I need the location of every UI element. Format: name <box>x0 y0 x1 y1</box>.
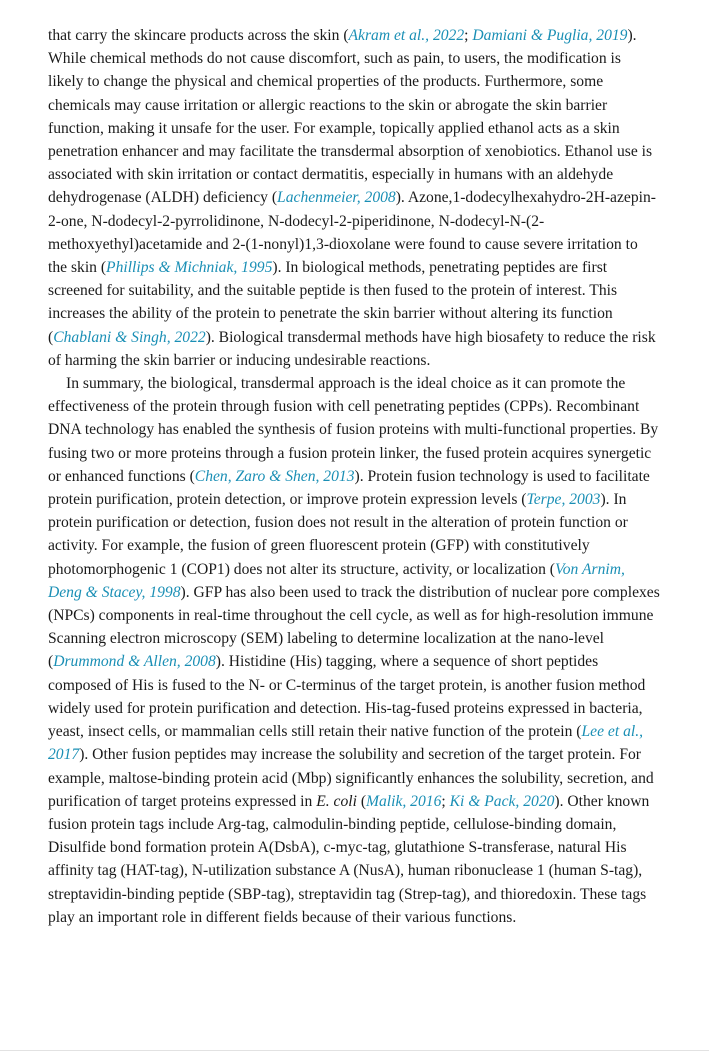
citation-link[interactable]: Lachenmeier, 2008 <box>277 189 396 207</box>
citation-link[interactable]: Chen, Zaro & Shen, 2013 <box>194 467 355 485</box>
citation-link[interactable]: Phillips & Michniak, 1995 <box>106 259 273 277</box>
citation-link[interactable]: Terpe, 2003 <box>526 491 601 509</box>
body-text: ). While chemical methods do not cause discomfort, such as pain, to users, the modification is likely to change the physical and chemical properties of the products. Furthermore, some chemicals may cause irritation or allergic reactions to the skin or abrogate the skin barrier function, making it unsafe for the user. For example, topically applied ethanol acts as a skin penetration enhancer and may facilitate the transdermal absorption of xenobiotics. Ethanol use is associated with skin irritation or contact dermatitis, especially in humans with an aldehyde dehydrogenase (ALDH) deficiency ( <box>48 27 653 207</box>
citation-link[interactable]: Drummond & Allen, 2008 <box>53 653 216 671</box>
citation-link[interactable]: Malik, 2016 <box>366 792 442 810</box>
citation-link[interactable]: Lee et al., 2017 <box>48 723 643 764</box>
citation-link[interactable]: Damiani & Puglia, 2019 <box>472 27 628 44</box>
paragraph-2 <box>48 372 660 929</box>
body-text: ). GFP has also been used to track the distribution of nuclear pore complexes (NPCs) components in real-time throughout the cell cycle, as well as for high-resolution immune Scanning electron microscopy (SEM) labeling to determine localization at the nano-level ( <box>48 583 660 671</box>
italic-term: E. coli <box>316 792 357 810</box>
body-text: that carry the skincare products across the skin ( <box>48 27 349 44</box>
citation-link[interactable]: Von Arnim, Deng & Stacey, 1998 <box>48 560 625 601</box>
citation-link[interactable]: Akram et al., 2022 <box>348 27 465 44</box>
page-bottom-divider <box>0 1050 709 1051</box>
body-text: ). Azone,1-dodecylhexahydro-2H-azepin-2-one, N-dodecyl-2-pyrrolidinone, N-dodecyl-2-piperidinone, N-dodecyl-N-(2-methoxyethyl)acetamide and 2-(1-nonyl)1,3-dioxolane were found to cause severe irritation to the skin ( <box>48 189 656 277</box>
body-text: ). Other known fusion protein tags include Arg-tag, calmodulin-binding peptide, cellulose-binding domain, Disulfide bond formation protein A(DsbA), c-myc-tag, glutathione S-transferase, natural His affinity tag (HAT-tag), N-utilization substance A (NusA), human ribonuclease 1 (human S-tag), streptavidin-binding peptide (SBP-tag), streptavidin tag (Strep-tag), and thioredoxin. These tags play an important role in different fields because of their various functions. <box>48 792 650 926</box>
citation-link[interactable]: Chablani & Singh, 2022 <box>53 328 206 346</box>
body-text: ; <box>464 27 473 44</box>
body-text: ; <box>441 792 450 810</box>
paragraph-1 <box>48 24 660 372</box>
body-text: In summary, the biological, transdermal approach is the ideal choice as it can promote the effectiveness of the protein through fusion with cell penetrating peptides (CPPs). Recombinant DNA technology has enabled the synthesis of fusion proteins with multi-functional properties. By fusing two or more proteins through a fusion protein linker, the fused protein acquires synergetic or enhanced functions ( <box>48 375 659 485</box>
body-text: ). Protein fusion technology is used to facilitate protein purification, protein detection, or improve protein expression levels ( <box>48 467 650 509</box>
body-text: ). Biological transdermal methods have high biosafety to reduce the risk of harming the skin barrier or inducing undesirable reactions. <box>48 328 656 369</box>
body-text: ). In protein purification or detection, fusion does not result in the alteration of protein function or activity. For example, the fusion of green fluorescent protein (GFP) with constitutively photomorphogenic 1 (COP1) does not alter its structure, activity, or localization ( <box>48 491 628 578</box>
body-text: ). Other fusion peptides may increase the solubility and secretion of the target protein. For example, maltose-binding protein acid (Mbp) significantly enhances the solubility, secretion, and purification of target proteins expressed in <box>48 746 654 810</box>
body-text: ( <box>356 792 367 810</box>
document-body <box>48 24 660 929</box>
body-text: ). Histidine (His) tagging, where a sequence of short peptides composed of His is fused to the N- or C-terminus of the target protein, is another fusion method widely used for protein purification and detection. His-tag-fused proteins expressed in bacteria, yeast, insect cells, or mammalian cells still retain their native function of the protein ( <box>48 653 646 741</box>
body-text: ). In biological methods, penetrating peptides are first screened for suitability, and the suitable peptide is then fused to the protein of interest. This increases the ability of the protein to penetrate the skin barrier without altering its function ( <box>48 259 618 346</box>
citation-link[interactable]: Ki & Pack, 2020 <box>449 792 555 810</box>
